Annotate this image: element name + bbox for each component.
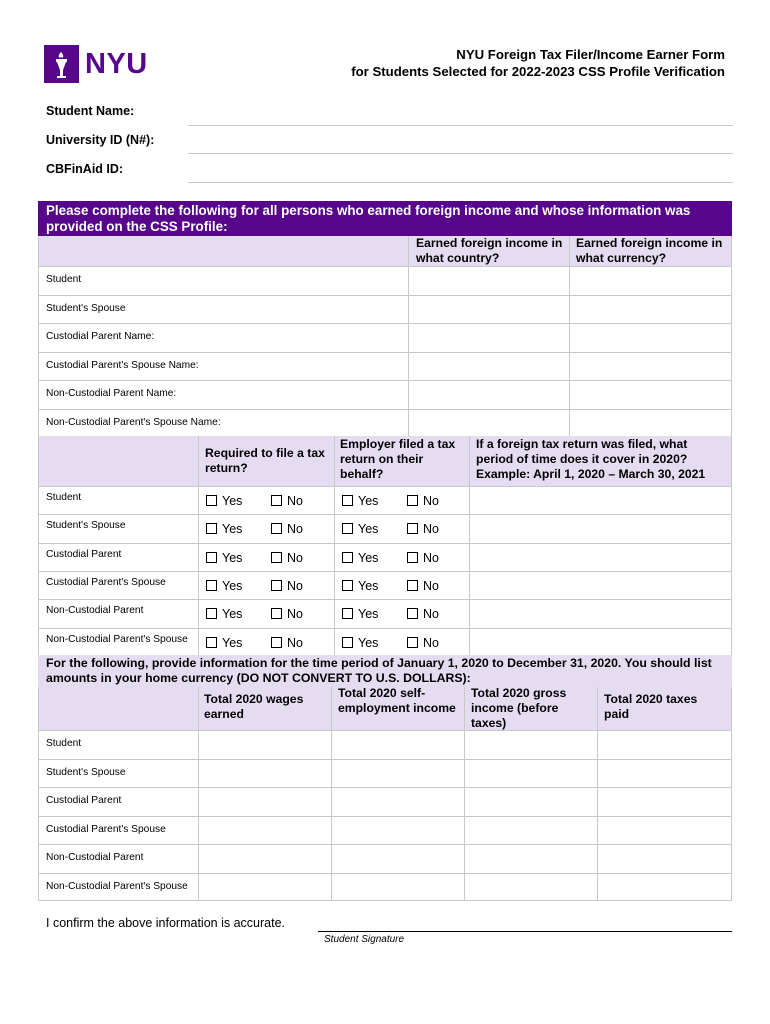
- employer-yes-checkbox[interactable]: [342, 607, 378, 621]
- period-input[interactable]: [470, 515, 731, 542]
- checkbox-icon[interactable]: [206, 552, 217, 563]
- checkbox-label: No: [287, 550, 303, 565]
- nyu-logo: [44, 45, 148, 83]
- checkbox-label: Yes: [222, 550, 243, 565]
- row-label: Student: [46, 738, 82, 749]
- checkbox-label: No: [287, 522, 303, 537]
- wages-input[interactable]: [199, 845, 331, 873]
- required-yes-checkbox[interactable]: [206, 636, 242, 650]
- checkbox-label: Yes: [358, 494, 379, 508]
- taxes-paid-input[interactable]: [598, 817, 730, 845]
- employer-yes-checkbox[interactable]: [342, 579, 378, 593]
- student-name-field[interactable]: [188, 125, 733, 126]
- row-label: Custodial Parent's Spouse: [46, 823, 166, 835]
- required-no-checkbox[interactable]: [271, 636, 303, 650]
- currency-input[interactable]: [570, 267, 731, 295]
- checkbox-icon[interactable]: [206, 523, 217, 534]
- self-employment-input[interactable]: [332, 874, 464, 902]
- wages-input[interactable]: [199, 760, 331, 788]
- col-required-header: Required to file a tax return?: [205, 446, 325, 475]
- employer-no-checkbox[interactable]: [407, 607, 439, 621]
- checkbox-icon[interactable]: [271, 637, 282, 648]
- wages-input[interactable]: [199, 817, 331, 845]
- employer-yes-checkbox[interactable]: [342, 551, 378, 565]
- required-yes-checkbox[interactable]: [206, 522, 242, 536]
- col-gross-header: Total 2020 gross income (before taxes): [471, 686, 567, 730]
- checkbox-icon[interactable]: [206, 495, 217, 506]
- title-line-1: NYU Foreign Tax Filer/Income Earner Form: [456, 47, 725, 62]
- cbfinaid-label: CBFinAid ID:: [46, 162, 124, 176]
- employer-no-checkbox[interactable]: [407, 636, 439, 650]
- section1-banner: Please complete the following for all persons who earned foreign income and whose information was provided on the CSS Profile:: [38, 201, 732, 236]
- employer-yes-checkbox[interactable]: [342, 636, 378, 650]
- checkbox-icon[interactable]: [271, 523, 282, 534]
- logo-text: NYU: [85, 48, 148, 80]
- required-no-checkbox[interactable]: [271, 579, 303, 593]
- period-input[interactable]: [470, 544, 731, 571]
- row-label: Student's Spouse: [46, 766, 126, 778]
- row-label: Custodial Parent Name:: [46, 331, 155, 342]
- checkbox-label: Yes: [222, 607, 243, 622]
- university-id-label: University ID (N#):: [46, 133, 155, 147]
- col-self-header: Total 2020 self-employment income: [338, 686, 456, 715]
- student-name-label: Student Name:: [46, 104, 135, 118]
- checkbox-label: No: [287, 494, 303, 508]
- period-input[interactable]: [470, 629, 731, 656]
- checkbox-label: Yes: [222, 578, 243, 593]
- signature-label: Student Signature: [324, 934, 405, 945]
- col-currency-header: Earned foreign income in what currency?: [576, 236, 723, 265]
- employer-yes-checkbox[interactable]: [342, 522, 378, 536]
- taxes-paid-input[interactable]: [598, 874, 730, 902]
- checkbox-label: Yes: [222, 494, 243, 508]
- employer-no-checkbox[interactable]: [407, 494, 439, 508]
- taxes-paid-input[interactable]: [598, 845, 730, 873]
- col-taxes-header: Total 2020 taxes paid: [604, 692, 698, 721]
- self-employment-input[interactable]: [332, 788, 464, 816]
- country-input[interactable]: [409, 296, 569, 324]
- col-wages-header: Total 2020 wages earned: [204, 692, 304, 721]
- checkbox-icon[interactable]: [271, 495, 282, 506]
- gross-income-input[interactable]: [465, 788, 597, 816]
- row-label: Student's Spouse: [46, 520, 126, 532]
- checkbox-label: No: [423, 550, 439, 565]
- taxes-paid-input[interactable]: [598, 731, 730, 759]
- form-title: [351, 46, 725, 80]
- checkbox-icon[interactable]: [407, 552, 418, 563]
- gross-income-input[interactable]: [465, 874, 597, 902]
- currency-input[interactable]: [570, 381, 731, 409]
- gross-income-input[interactable]: [465, 760, 597, 788]
- country-input[interactable]: [409, 410, 569, 438]
- gross-income-input[interactable]: [465, 817, 597, 845]
- required-yes-checkbox[interactable]: [206, 607, 242, 621]
- row-label: Custodial Parent: [46, 548, 122, 560]
- col-period-header: If a foreign tax return was filed, what period of time does it cover in 2020? Example: April 1, 2020 – March 30, 2021: [476, 437, 706, 481]
- checkbox-icon[interactable]: [342, 608, 353, 619]
- cbfinaid-field[interactable]: [188, 182, 733, 183]
- checkbox-icon[interactable]: [342, 637, 353, 648]
- currency-input[interactable]: [570, 296, 731, 324]
- checkbox-icon[interactable]: [407, 495, 418, 506]
- row-label: Non-Custodial Parent Name:: [46, 388, 177, 399]
- checkbox-icon[interactable]: [342, 580, 353, 591]
- country-input[interactable]: [409, 324, 569, 352]
- checkbox-icon[interactable]: [206, 608, 217, 619]
- checkbox-label: No: [423, 607, 439, 622]
- employer-no-checkbox[interactable]: [407, 551, 439, 565]
- row-label: Student: [46, 274, 82, 285]
- confirm-statement: I confirm the above information is accurate.: [46, 916, 286, 930]
- checkbox-label: Yes: [222, 635, 243, 650]
- checkbox-icon[interactable]: [271, 580, 282, 591]
- university-id-field[interactable]: [188, 153, 733, 154]
- taxes-paid-input[interactable]: [598, 760, 730, 788]
- checkbox-icon[interactable]: [342, 552, 353, 563]
- checkbox-label: No: [423, 522, 439, 537]
- self-employment-input[interactable]: [332, 760, 464, 788]
- title-line-2: for Students Selected for 2022-2023 CSS Profile Verification: [351, 64, 725, 79]
- period-input[interactable]: [470, 600, 731, 627]
- col-employer-header: Employer filed a tax return on their behalf?: [340, 437, 456, 481]
- checkbox-icon[interactable]: [407, 580, 418, 591]
- checkbox-icon[interactable]: [271, 552, 282, 563]
- period-input[interactable]: [470, 487, 731, 514]
- row-label: Custodial Parent's Spouse: [46, 576, 166, 588]
- row-label: Non-Custodial Parent's Spouse Name:: [46, 416, 221, 428]
- required-yes-checkbox[interactable]: [206, 579, 242, 593]
- checkbox-label: Yes: [358, 522, 379, 537]
- required-yes-checkbox[interactable]: [206, 494, 242, 508]
- row-label: Student's Spouse: [46, 302, 126, 314]
- required-yes-checkbox[interactable]: [206, 551, 242, 565]
- employer-yes-checkbox[interactable]: [342, 494, 378, 508]
- currency-input[interactable]: [570, 353, 731, 381]
- checkbox-label: No: [287, 635, 303, 650]
- country-input[interactable]: [409, 353, 569, 381]
- employer-no-checkbox[interactable]: [407, 522, 439, 536]
- checkbox-label: No: [287, 607, 303, 622]
- required-no-checkbox[interactable]: [271, 522, 303, 536]
- employer-no-checkbox[interactable]: [407, 579, 439, 593]
- checkbox-icon[interactable]: [407, 637, 418, 648]
- checkbox-icon[interactable]: [342, 495, 353, 506]
- country-input[interactable]: [409, 267, 569, 295]
- checkbox-icon[interactable]: [206, 580, 217, 591]
- row-label: Student: [46, 492, 82, 503]
- required-no-checkbox[interactable]: [271, 551, 303, 565]
- gross-income-input[interactable]: [465, 845, 597, 873]
- row-label: Non-Custodial Parent: [46, 852, 144, 863]
- self-employment-input[interactable]: [332, 817, 464, 845]
- col-country-header: Earned foreign income in what country?: [416, 236, 563, 265]
- checkbox-icon[interactable]: [407, 608, 418, 619]
- required-no-checkbox[interactable]: [271, 607, 303, 621]
- currency-input[interactable]: [570, 324, 731, 352]
- checkbox-label: No: [423, 578, 439, 593]
- checkbox-icon[interactable]: [271, 608, 282, 619]
- self-employment-input[interactable]: [332, 731, 464, 759]
- checkbox-label: Yes: [358, 635, 379, 650]
- row-label: Custodial Parent: [46, 795, 122, 806]
- checkbox-label: Yes: [358, 607, 379, 622]
- checkbox-label: Yes: [358, 578, 379, 593]
- gross-income-input[interactable]: [465, 731, 597, 759]
- row-label: Non-Custodial Parent: [46, 605, 144, 617]
- checkbox-icon[interactable]: [342, 523, 353, 534]
- row-label: Custodial Parent's Spouse Name:: [46, 359, 199, 371]
- checkbox-icon[interactable]: [407, 523, 418, 534]
- checkbox-label: Yes: [222, 522, 243, 537]
- period-input[interactable]: [470, 572, 731, 599]
- taxes-paid-input[interactable]: [598, 788, 730, 816]
- currency-input[interactable]: [570, 410, 731, 438]
- required-no-checkbox[interactable]: [271, 494, 303, 508]
- wages-input[interactable]: [199, 731, 331, 759]
- signature-line[interactable]: [318, 931, 732, 932]
- torch-icon: [44, 45, 79, 83]
- country-input[interactable]: [409, 381, 569, 409]
- row-label: Non-Custodial Parent's Spouse: [46, 633, 188, 645]
- checkbox-label: No: [423, 635, 439, 650]
- wages-input[interactable]: [199, 874, 331, 902]
- checkbox-label: Yes: [358, 550, 379, 565]
- self-employment-input[interactable]: [332, 845, 464, 873]
- checkbox-icon[interactable]: [206, 637, 217, 648]
- row-label: Non-Custodial Parent's Spouse: [46, 880, 188, 892]
- checkbox-label: No: [287, 578, 303, 593]
- wages-input[interactable]: [199, 788, 331, 816]
- section3-intro: For the following, provide information for the time period of January 1, 2020 to December 31, 2020. You should list amounts in your home currency (DO NOT CONVERT TO U.S. DOLLARS):: [38, 655, 732, 687]
- checkbox-label: No: [423, 494, 439, 508]
